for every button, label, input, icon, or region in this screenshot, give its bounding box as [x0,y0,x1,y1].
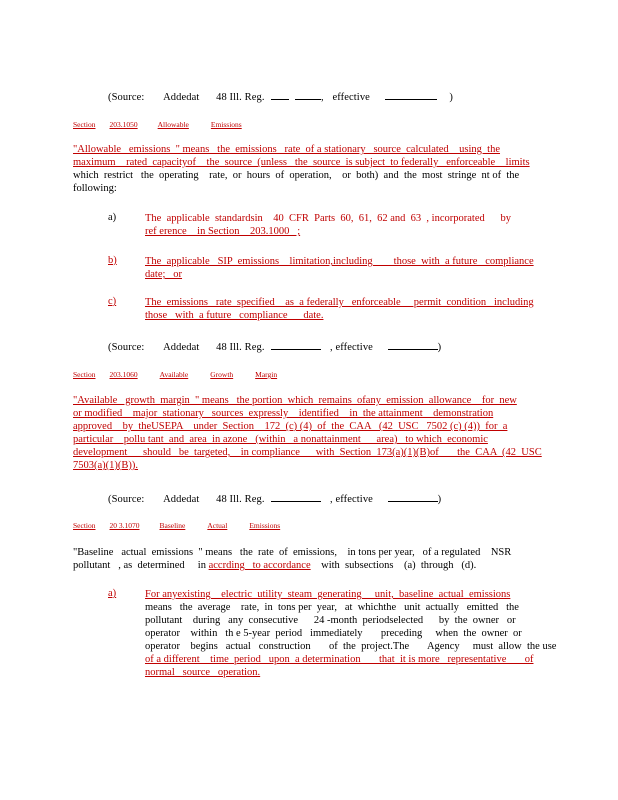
source-note-2 [108,339,441,353]
text-line: particular pollu tant and area in azone (within a nonattainment area) to which economic [73,434,488,445]
list-marker-a: a) [108,588,117,599]
list-marker-c: c) [108,296,117,307]
section-heading-203-1050 [73,120,264,129]
text-line: approved by theUSEPA under Section 172 (c) (4) of the CAA (42 USC 7502 (c) (4)) for a [73,421,508,432]
section-title: Baseline [159,521,186,530]
list-marker-b: b) [108,255,117,266]
inserted-text: accrding to accordance [208,560,311,571]
section-code: 203.1050 [109,120,138,129]
source-reg: 48 Ill. Reg. [216,494,265,505]
text-line: For anyexisting electric utility steam generating unit, baseline actual emissions [145,589,511,600]
section-title: Available [159,370,189,379]
text-line: operator within th e 5-year period immediately preceding when the owner or [145,628,522,639]
source-prefix: (Source: [108,494,145,505]
section-title-3: Margin [255,370,278,379]
source-prefix: (Source: [108,92,145,103]
text-line: following: [73,183,117,194]
source-prefix: (Source: [108,342,145,353]
growth-margin-definition [73,394,553,472]
blank-volume [271,89,289,100]
section-title-2: Growth [210,370,234,379]
source-close: ) [437,342,442,353]
text-fragment: pollutant , as determined in [73,560,209,571]
text-line: "Allowable emissions " means the emissions rate of a stationary source calculated using the [73,144,501,155]
blank-page [295,89,321,100]
blank-volume-page [271,491,321,502]
blank-date [388,491,438,502]
text-line: The applicable SIP emissions limitation,including those with a future compliance [145,256,534,267]
text-fragment: with subsections (a) through (d). [310,560,477,571]
baseline-item-a [145,588,557,679]
source-reg: 48 Ill. Reg. [216,342,265,353]
text-line [73,559,553,572]
source-close: ) [449,92,454,103]
section-heading-203-1060 [73,370,307,379]
source-added: Addedat [163,342,200,353]
section-label: Section [73,521,96,530]
source-note-3 [108,491,441,505]
text-line: of a different time period upon a determination that it is more representative of [145,654,534,665]
text-line: 7503(a)(1)(B)). [73,460,139,471]
source-effective: , effective [330,342,373,353]
text-line: The emissions rate specified as a federally enforceable permit condition including [145,297,534,308]
blank-volume-page [271,339,321,350]
text-line: or modified major stationary sources expressly identified in the attainment demonstration [73,408,494,419]
section-title: Allowable [157,120,189,129]
source-added: Addedat [163,92,200,103]
text-line: pollutant during any consecutive 24 -month periodselected by the owner or [145,615,516,626]
text-line: maximum rated capacityof the source (unless the source is subject to federally enforceable limits [73,157,530,168]
text-line: "Baseline actual emissions " means the rate of emissions, in tons per year, of a regulated NSR [73,547,512,558]
source-effective: effective [332,92,370,103]
section-label: Section [73,370,96,379]
text-line: those with a future compliance date. [145,310,324,321]
section-code: 203.1060 [109,370,138,379]
text-line: The applicable standardsin 40 CFR Parts 60, 61, 62 and 63 , incorporated by [145,213,511,224]
source-effective: , effective [330,494,373,505]
baseline-definition [73,546,553,572]
source-added: Addedat [163,494,200,505]
blank-date [388,339,438,350]
list-item-b [145,255,545,281]
text-line: means the average rate, in tons per year, at whichthe unit actually emitted the [145,602,519,613]
list-item-a [145,212,545,238]
list-item-c [145,296,545,322]
section-title-3: Emissions [249,521,281,530]
source-close: ) [437,494,442,505]
text-line: date; or [145,269,183,280]
section-title-2: Actual [207,521,228,530]
text-line: development should be targeted, in compliance with Section 173(a)(1)(B)of the CAA (42 USC [73,447,542,458]
section-label: Section [73,120,96,129]
list-marker-a: a) [108,212,117,223]
section-code: 20 3.1070 [109,521,140,530]
text-line: operator begins actual construction of the project.The Agency must allow the use [145,641,557,652]
text-line: ref erence in Section 203.1000 ; [145,226,301,237]
section-title-2: Emissions [210,120,242,129]
text-line: normal source operation. [145,667,261,678]
text-line: which restrict the operating rate, or hours of operation, or both) and the most stringe nt of the [73,170,520,181]
source-reg: 48 Ill. Reg. [216,92,265,103]
blank-date [385,89,437,100]
allowable-definition [73,143,553,195]
section-heading-203-1070 [73,521,302,530]
source-note-1: (Source: Addedat 48 Ill. Reg. , effective ) [108,89,453,103]
text-line: "Available growth margin " means the portion which remains ofany emission allowance for new [73,395,517,406]
